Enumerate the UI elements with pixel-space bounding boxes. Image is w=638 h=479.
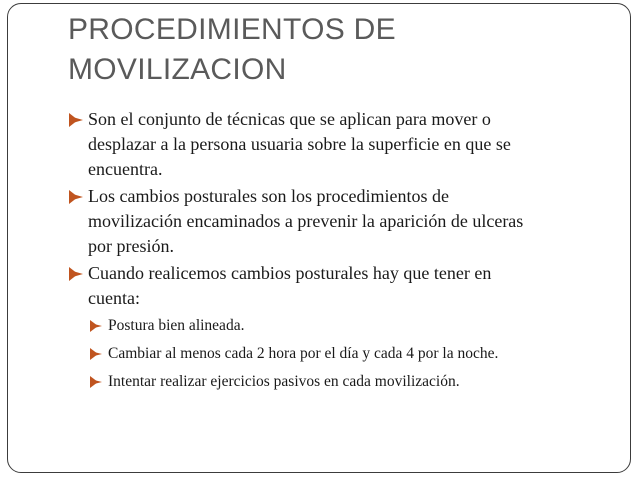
- sub-bullet-item-2: [68, 344, 608, 364]
- sub-bullet-3-text: Intentar realizar ejercicios pasivos en cada movilización.: [108, 373, 460, 390]
- bullet-2-line-3: por presión.: [88, 236, 174, 256]
- slide-content: [68, 107, 608, 400]
- bullet-2-line-1: Los cambios posturales son los procedimientos de: [88, 186, 449, 206]
- bullet-1-line-1: Son el conjunto de técnicas que se aplican para mover o: [88, 109, 491, 129]
- sub-bullet-list: [68, 316, 608, 392]
- arrow-bullet-icon: [88, 372, 106, 392]
- bullet-item-1: [68, 107, 608, 182]
- arrow-bullet-icon: [88, 344, 106, 364]
- bullet-item-2: [68, 184, 608, 259]
- slide-title: [68, 10, 588, 90]
- arrow-bullet-icon: [66, 107, 84, 132]
- arrow-bullet-icon: [66, 184, 84, 209]
- sub-bullet-item-1: [68, 316, 608, 336]
- bullet-3-line-2: cuenta:: [88, 288, 140, 308]
- sub-bullet-item-3: [68, 372, 608, 392]
- sub-bullet-2-text: Cambiar al menos cada 2 hora por el día y cada 4 por la noche.: [108, 345, 499, 362]
- bullet-item-3: [68, 261, 608, 311]
- bullet-1-line-3: encuentra.: [88, 159, 163, 179]
- bullet-1-line-2: desplazar a la persona usuaria sobre la superficie en que se: [88, 134, 511, 154]
- bullet-3-line-1: Cuando realicemos cambios posturales hay que tener en: [88, 263, 492, 283]
- sub-bullet-1-text: Postura bien alineada.: [108, 317, 245, 334]
- bullet-2-line-2: movilización encaminados a prevenir la aparición de ulceras: [88, 211, 524, 231]
- arrow-bullet-icon: [66, 261, 84, 286]
- slide-title-line-2: MOVILIZACION: [68, 53, 287, 86]
- arrow-bullet-icon: [88, 316, 106, 336]
- slide-title-line-1: PROCEDIMIENTOS DE: [68, 13, 396, 46]
